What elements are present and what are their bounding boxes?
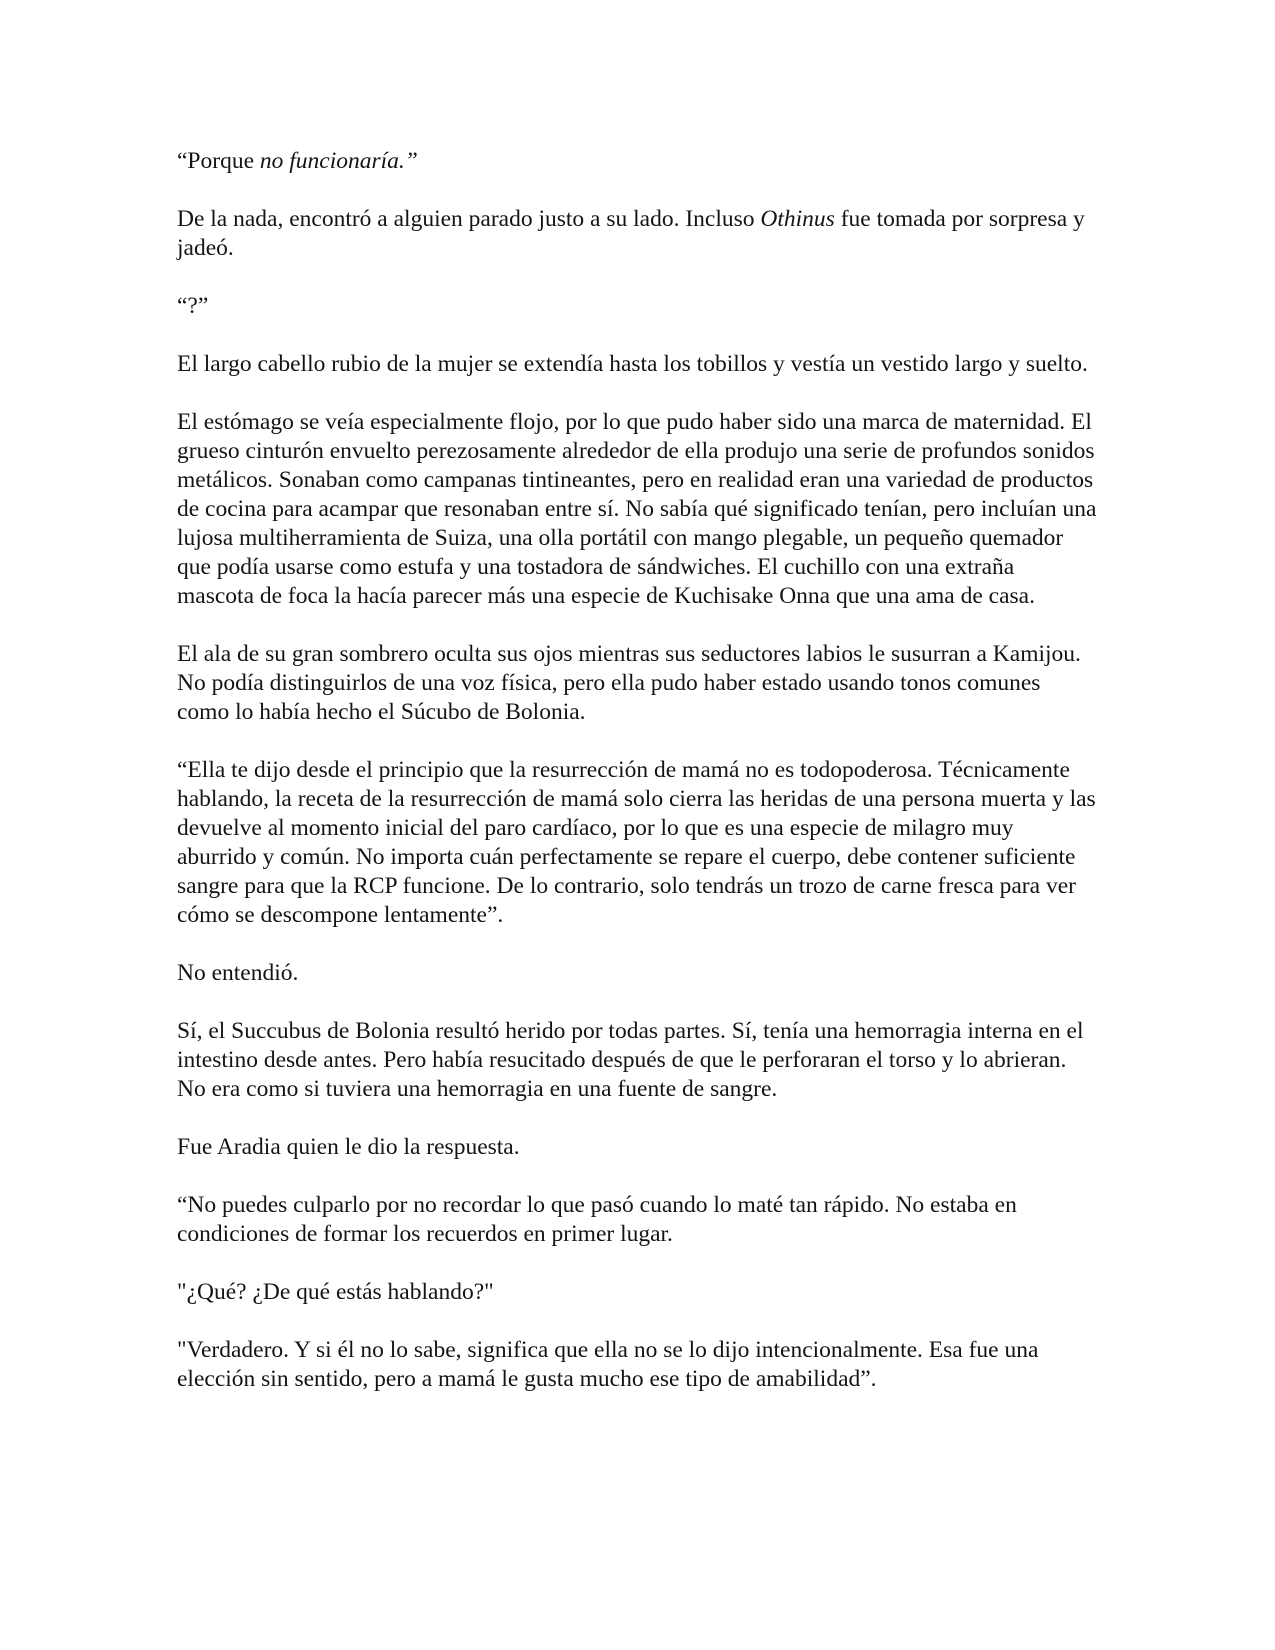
- paragraph-2: [177, 205, 1097, 263]
- paragraph-1: [177, 147, 1097, 176]
- paragraph-10: Fue Aradia quien le dio la respuesta.: [177, 1134, 520, 1160]
- paragraph-4: El largo cabello rubio de la mujer se extendía hasta los tobillos y vestía un vestido largo y suelto.: [177, 351, 1088, 377]
- paragraph-2-text-end: fue tomada por sorpresa y jadeó.: [177, 206, 1085, 261]
- paragraph-11: “No puedes culparlo por no recordar lo que pasó cuando lo maté tan rápido. No estaba en condiciones de formar los recuerdos en primer lugar.: [177, 1192, 1017, 1247]
- document-body: [177, 147, 1097, 1394]
- paragraph-1-italic-text: no funcionaría.”: [259, 148, 418, 174]
- paragraph-7: “Ella te dijo desde el principio que la resurrección de mamá no es todopoderosa. Técnicamente hablando, la receta de la resurrección de mamá solo cierra las heridas de una persona muerta y las devuelve al momento inicial del paro cardíaco, por lo que es una especie de milagro muy aburrido y común. No importa cuán perfectamente se repare el cuerpo, debe contener suficiente sangre para que la RCP funcione. De lo contrario, solo tendrás un trozo de carne fresca para ver cómo se descompone lentamente”.: [177, 757, 1096, 928]
- paragraph-1-text: “Porque: [177, 148, 260, 174]
- paragraph-2-text-start: De la nada, encontró a alguien parado justo a su lado. Incluso: [177, 206, 761, 232]
- paragraph-8: No entendió.: [177, 960, 299, 986]
- paragraph-5: El estómago se veía especialmente flojo, por lo que pudo haber sido una marca de maternidad. El grueso cinturón envuelto perezosamente alrededor de ella produjo una serie de profundos sonidos metálicos. Sonaban como campanas tintineantes, pero en realidad eran una variedad de productos de cocina para acampar que resonaban entre sí. No sabía qué significado tenían, pero incluían una lujosa multiherramienta de Suiza, una olla portátil con mango plegable, un pequeño quemador que podía usarse como estufa y una tostadora de sándwiches. El cuchillo con una extraña mascota de foca la hacía parecer más una especie de Kuchisake Onna que una ama de casa.: [177, 409, 1097, 609]
- paragraph-2-italic-name: Othinus: [760, 206, 835, 232]
- paragraph-9: Sí, el Succubus de Bolonia resultó herido por todas partes. Sí, tenía una hemorragia interna en el intestino desde antes. Pero había resucitado después de que le perforaran el torso y lo abrieran. No era como si tuviera una hemorragia en una fuente de sangre.: [177, 1018, 1084, 1102]
- paragraph-3: “?”: [177, 293, 209, 319]
- paragraph-13: "Verdadero. Y si él no lo sabe, significa que ella no se lo dijo intencionalmente. Esa fue una elección sin sentido, pero a mamá le gusta mucho ese tipo de amabilidad”.: [177, 1337, 1039, 1392]
- paragraph-6: El ala de su gran sombrero oculta sus ojos mientras sus seductores labios le susurran a Kamijou. No podía distinguirlos de una voz física, pero ella pudo haber estado usando tonos comunes como lo había hecho el Súcubo de Bolonia.: [177, 641, 1081, 725]
- paragraph-12: "¿Qué? ¿De qué estás hablando?": [177, 1279, 494, 1305]
